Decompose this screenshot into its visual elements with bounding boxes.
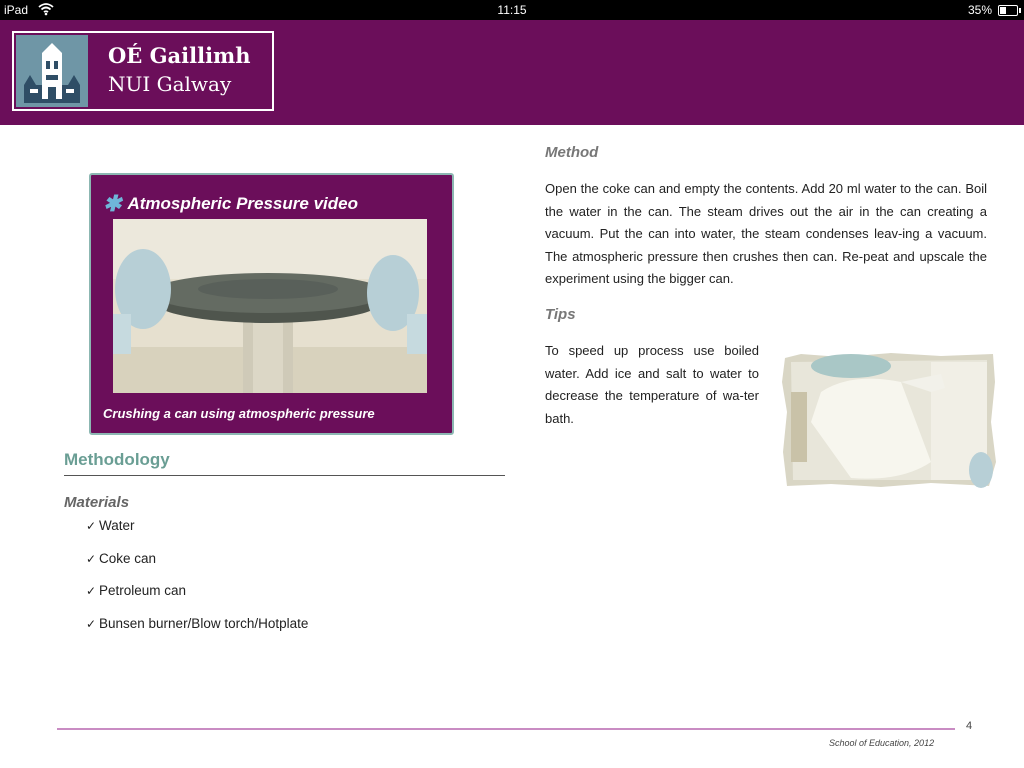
method-text: Open the coke can and empty the contents. Add 20 ml water to the can. Boil the water in the can. The steam drives out the air in the can creating a vacuum. Put the can into water, the steam condenses leav-ing a vacuum. The atmospheric pressure then crushes then can. Re-peat and upscale the experiment using the bigger can. — [545, 181, 987, 286]
checkmark-icon: ✓ — [86, 616, 97, 631]
footer-credit: School of Education, 2012 — [829, 738, 935, 748]
section-divider — [64, 475, 505, 476]
list-item: ✓ Water — [86, 518, 135, 533]
video-title — [103, 189, 358, 215]
pouring-water-photo — [781, 352, 997, 488]
list-item: ✓ Bunsen burner/Blow torch/Hotplate — [86, 615, 309, 631]
quadrangle-crest-icon — [16, 35, 88, 107]
asterisk-icon: ✱ — [103, 191, 122, 216]
list-item: ✓ Coke can — [86, 550, 157, 566]
video-caption: Crushing a can using atmospheric pressure — [103, 406, 375, 421]
video-title-text: Atmospheric Pressure video — [127, 194, 358, 213]
device-label: iPad — [4, 3, 29, 17]
methodology-heading: Methodology — [64, 450, 170, 469]
battery-percentage: 35% — [967, 3, 992, 17]
university-logo[interactable] — [12, 31, 274, 111]
video-thumbnail[interactable] — [113, 219, 427, 393]
checkmark-icon: ✓ — [86, 551, 97, 566]
header-banner — [0, 20, 1024, 125]
status-time: 11:15 — [497, 3, 527, 17]
tips-text: To speed up process use boiled water. Add ice and salt to water to decrease the temperature of wa-ter bath. — [545, 343, 759, 426]
materials-list — [86, 518, 308, 648]
battery-icon — [998, 5, 1018, 16]
checkmark-icon: ✓ — [86, 519, 97, 533]
checkmark-icon: ✓ — [86, 584, 97, 598]
page-number: 4 — [966, 720, 973, 732]
video-card[interactable] — [89, 173, 454, 435]
status-bar — [0, 0, 1024, 20]
materials-heading: Materials — [64, 494, 130, 511]
list-item: ✓ Petroleum can — [86, 583, 187, 598]
logo-english-name: NUI Galway — [108, 72, 232, 96]
footer-divider — [57, 728, 955, 730]
method-heading: Method — [545, 144, 599, 161]
tips-heading: Tips — [545, 306, 576, 323]
logo-irish-name: OÉ Gaillimh — [108, 43, 251, 68]
